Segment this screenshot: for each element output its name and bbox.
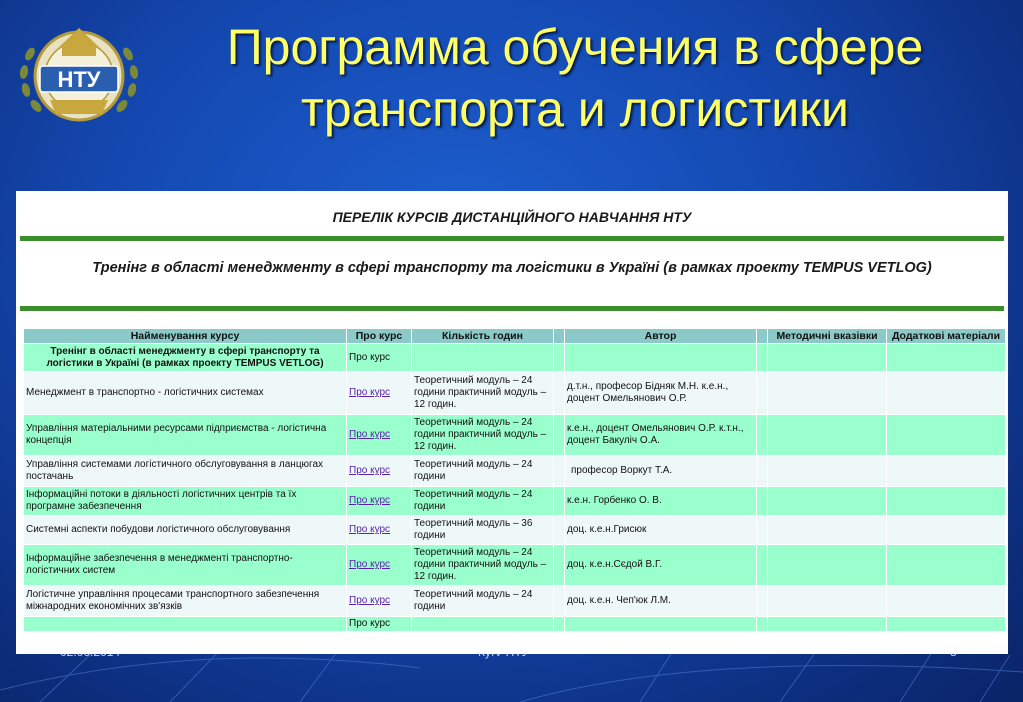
course-name: Системні аспекти побудови логістичного обслуговування xyxy=(24,516,346,544)
table-row xyxy=(24,487,1005,515)
table-row xyxy=(24,617,1005,631)
about-course-link[interactable]: Про курс xyxy=(349,429,391,440)
guides-cell xyxy=(768,617,886,631)
about-course-link[interactable]: Про курс xyxy=(349,524,391,535)
guides-cell xyxy=(768,516,886,544)
guides-cell xyxy=(768,456,886,486)
divider-top xyxy=(20,236,1004,241)
extra-cell xyxy=(887,372,1005,414)
course-name: Тренінг в області менеджменту в сфері транспорту та логістики в Україні (в рамках проекту TEMPUS VETLOG) xyxy=(24,344,346,371)
divider-bottom xyxy=(20,306,1004,311)
table-row xyxy=(24,516,1005,544)
header-hours: Кількість годин xyxy=(412,329,553,343)
extra-cell xyxy=(887,344,1005,371)
table-row xyxy=(24,415,1005,455)
about-course-link[interactable]: Про курс xyxy=(349,495,391,506)
table-header-row xyxy=(24,329,1005,343)
guides-cell xyxy=(768,545,886,585)
header-author: Автор xyxy=(565,329,756,343)
course-author: доц. к.е.н.Сєдой В.Г. xyxy=(565,545,756,585)
header-course-name: Найменування курсу xyxy=(24,329,346,343)
course-name xyxy=(24,617,346,631)
course-author: д.т.н., професор Бідняк М.Н. к.е.н., доцент Омельянович О.Р. xyxy=(565,372,756,414)
header-guides: Методичні вказівки xyxy=(768,329,886,343)
course-hours: Теоретичний модуль – 24 години xyxy=(412,487,553,515)
header-extra: Додаткові матеріали xyxy=(887,329,1005,343)
course-name: Управління матеріальними ресурсами підприємства - логістична концепція xyxy=(24,415,346,455)
guides-cell xyxy=(768,372,886,414)
course-hours: Теоретичний модуль – 24 години xyxy=(412,456,553,486)
course-author xyxy=(565,617,756,631)
about-course-link[interactable]: Про курс xyxy=(349,559,391,570)
header-about: Про курс xyxy=(347,329,411,343)
course-hours: Теоретичний модуль – 24 години xyxy=(412,586,553,616)
slide-title-line-1: Программа обучения в сфере xyxy=(226,19,924,75)
extra-cell xyxy=(887,456,1005,486)
guides-cell xyxy=(768,344,886,371)
extra-cell xyxy=(887,516,1005,544)
logo-text: НТУ xyxy=(57,67,101,92)
table-row xyxy=(24,456,1005,486)
course-author: доц. к.е.н. Чеп'юк Л.М. xyxy=(565,586,756,616)
course-author: доц. к.е.н.Грисюк xyxy=(565,516,756,544)
about-course-link[interactable]: Про курс xyxy=(349,465,391,476)
course-hours: Теоретичний модуль – 24 години практичний модуль – 12 годин. xyxy=(412,545,553,585)
course-author: професор Воркут Т.А. xyxy=(565,456,756,486)
course-list-title: ПЕРЕЛІК КУРСІВ ДИСТАНЦІЙНОГО НАВЧАННЯ НТУ xyxy=(332,209,692,225)
header-spacer xyxy=(554,329,564,343)
guides-cell xyxy=(768,586,886,616)
table-row xyxy=(24,344,1005,371)
course-author xyxy=(565,344,756,371)
about-course-link[interactable]: Про курс xyxy=(349,387,391,398)
courses-table xyxy=(23,328,1006,632)
course-name: Управління системами логістичного обслуговування в ланцюгах постачань xyxy=(24,456,346,486)
training-title: Тренінг в області менеджменту в сфері транспорту та логістики в Україні (в рамках проекту TEMPUS VETLOG) xyxy=(92,260,932,276)
course-hours xyxy=(412,344,553,371)
course-list-panel xyxy=(16,191,1008,654)
extra-cell xyxy=(887,415,1005,455)
course-author: к.е.н., доцент Омельянович О.Р. к.т.н., доцент Бакуліч О.А. xyxy=(565,415,756,455)
header-spacer xyxy=(757,329,767,343)
slide-title xyxy=(140,16,1010,140)
course-hours: Теоретичний модуль – 24 години практичний модуль – 12 годин. xyxy=(412,415,553,455)
extra-cell xyxy=(887,617,1005,631)
course-name: Логістичне управління процесами транспортного забезпечення міжнародних економічних зв'язків xyxy=(24,586,346,616)
course-hours xyxy=(412,617,553,631)
course-author: к.е.н. Горбенко О. В. xyxy=(565,487,756,515)
slide-title-line-2: транспорта и логистики xyxy=(301,81,849,137)
about-course-link[interactable]: Про курс xyxy=(349,595,391,606)
about-course-label: Про курс xyxy=(347,617,411,631)
extra-cell xyxy=(887,586,1005,616)
course-name: Інформаційні потоки в діяльності логістичних центрів та їх програмне забезпечення xyxy=(24,487,346,515)
course-name: Менеджмент в транспортно - логістичних системах xyxy=(24,372,346,414)
course-name: Інформаційне забезпечення в менеджменті транспортно-логістичних систем xyxy=(24,545,346,585)
about-course-label: Про курс xyxy=(347,344,411,371)
extra-cell xyxy=(887,487,1005,515)
university-logo xyxy=(10,14,148,132)
course-hours: Теоретичний модуль – 24 години практичний модуль – 12 годин. xyxy=(412,372,553,414)
table-row xyxy=(24,545,1005,585)
guides-cell xyxy=(768,487,886,515)
guides-cell xyxy=(768,415,886,455)
table-row xyxy=(24,372,1005,414)
course-hours: Теоретичний модуль – 36 години xyxy=(412,516,553,544)
table-row xyxy=(24,586,1005,616)
extra-cell xyxy=(887,545,1005,585)
